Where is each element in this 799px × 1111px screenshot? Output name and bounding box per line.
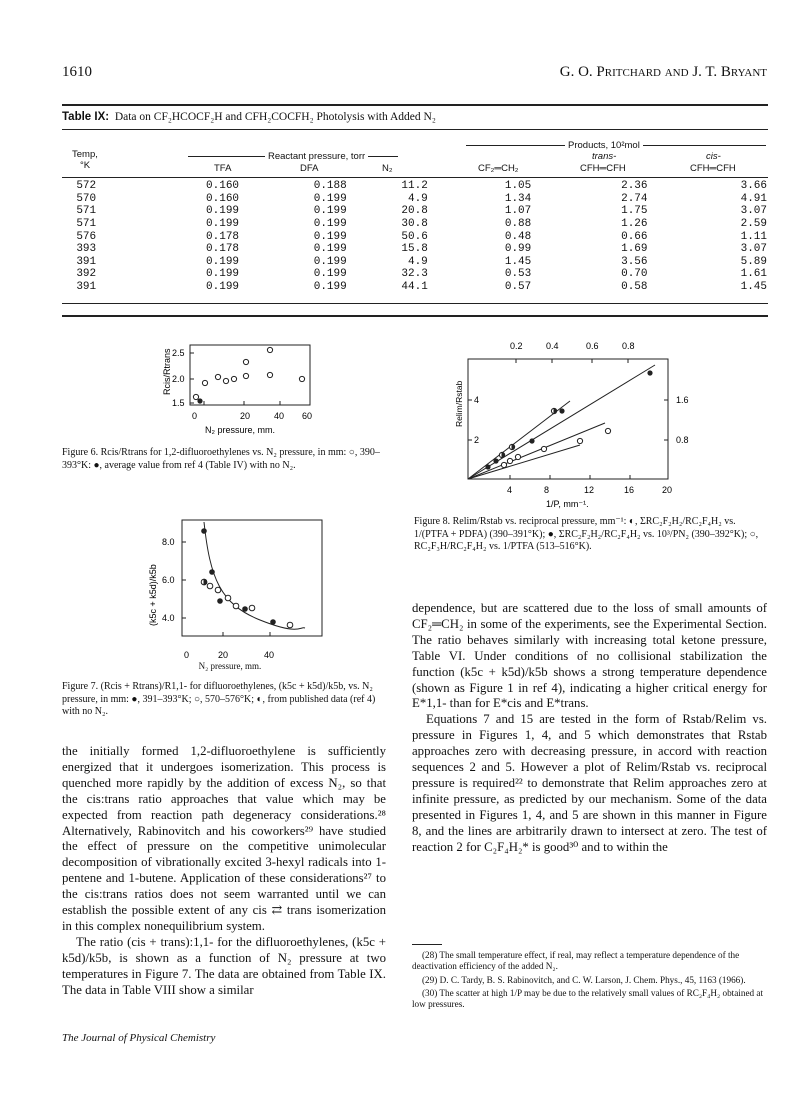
fig8-xlabel: 1/P, mm⁻¹. xyxy=(546,499,589,509)
figure-6-caption: Figure 6. Rcis/Rtrans for 1,2-difluoroethylenes vs. N₂ pressure, in mm: ○, 390–393°K: ●, average value from ref 4 (Table IV) with no N₂. xyxy=(62,447,380,471)
fig7-ytick: 8.0 xyxy=(162,537,175,547)
fig6-point xyxy=(193,394,198,399)
table-cell: 0.199 xyxy=(206,255,240,268)
table-cell: 0.178 xyxy=(206,243,240,256)
table-bottom-rule xyxy=(62,303,768,304)
table-cell: 3.07 xyxy=(740,243,767,256)
table-cell: 3.07 xyxy=(740,205,767,218)
header-rule xyxy=(62,104,768,106)
fig6-point xyxy=(267,372,272,377)
fig7-point xyxy=(233,603,239,609)
fig7-curve xyxy=(204,522,305,629)
th-dfa: DFA xyxy=(300,163,319,174)
table-row xyxy=(62,193,767,206)
fig7-xlabel: N₂ pressure, mm. xyxy=(198,661,262,671)
table-cell: 0.199 xyxy=(206,218,240,231)
fig7-xtick: 40 xyxy=(264,650,275,660)
figure-7 xyxy=(120,518,340,668)
th-products-group: Products, 10²mol xyxy=(565,140,643,151)
footnote-28: (28) The small temperature effect, if real, may reflect a temperature dependence of the deactivation efficiency of the added N₂. xyxy=(412,950,740,972)
fig8-top-tick: 0.6 xyxy=(586,341,599,351)
left-paragraph-2: The ratio (cis + trans):1,1- for the difluoroethylenes, (k5c + k5d)/k5b, is shown as a function of N₂ pressure at two temperatures in Figure 7. The data are obtained from Table IX. The data in Table VIII show a similar xyxy=(62,934,386,997)
fig7-ytick: 6.0 xyxy=(162,575,175,585)
footnote-29: (29) D. C. Tardy, B. S. Rabinovitch, and C. W. Larson, J. Chem. Phys., 45, 1163 (1966). xyxy=(422,974,746,985)
table-cell: 0.178 xyxy=(206,230,240,243)
table-cell: 0.70 xyxy=(621,268,648,281)
fig6-point xyxy=(243,373,248,378)
table-cell: 15.8 xyxy=(401,243,428,256)
table-row xyxy=(62,218,767,231)
fig8-left-tick: 2 xyxy=(474,435,480,445)
table-cell: 0.199 xyxy=(313,243,347,256)
fig8-point xyxy=(605,428,610,433)
fig6-xtick: 60 xyxy=(302,411,313,421)
table-cell: 30.8 xyxy=(401,218,428,231)
fig7-point-filled xyxy=(209,569,215,575)
th-temp: Temp, xyxy=(72,149,98,160)
table-cell: 571 xyxy=(76,205,97,218)
footnote-rule xyxy=(412,944,442,945)
fig7-point xyxy=(225,595,231,601)
table-caption xyxy=(62,111,436,123)
table-cell: 1.61 xyxy=(740,268,767,281)
fig7-xtick: 0 xyxy=(184,650,190,660)
fig6-point-filled xyxy=(197,398,202,403)
fig8-top-tick: 0.4 xyxy=(546,341,559,351)
table-cell: 570 xyxy=(76,192,97,205)
fig6-ylabel: Rcis/Rtrans xyxy=(162,348,172,395)
fig8-point xyxy=(515,454,520,459)
fig6-point xyxy=(215,374,220,379)
fig6-point xyxy=(223,378,228,383)
th-cis: cis- xyxy=(706,151,721,162)
fig7-point-filled xyxy=(242,606,248,612)
fig6-point xyxy=(299,376,304,381)
th-tfa: TFA xyxy=(214,163,232,174)
fig7-ytick: 4.0 xyxy=(162,613,175,623)
right-paragraph-2: Equations 7 and 15 are tested in the form of Rstab/Relim vs. pressure in Figures 1, 4, and 5 which demonstrates that Rstab approaches zero with decreasing pressure, in accord with reaction sequences 2 and 5. However a plot of Relim/Rstab vs. reciprocal pressure is required²² to demonstrate that Relim approaches zero at infinite pressure, as predicted by our mechanism. Some of the data presented in Figures 1, 4, and 5 are shown in this manner in Figure 8, and the lines are arbitrarily drawn to intersect at zero. The test of reaction 2 for C₂F₄H₂* is good³⁰ and to within the xyxy=(412,712,767,854)
table-cell: 4.9 xyxy=(407,192,428,205)
fig8-left-tick: 4 xyxy=(474,395,480,405)
fig7-ylabel: (k5c + k5d)/k5b xyxy=(148,564,158,626)
figure-8 xyxy=(440,337,700,517)
fig7-point xyxy=(215,587,221,593)
table-row xyxy=(62,180,767,193)
table-cell: 1.11 xyxy=(740,230,767,243)
fig7-xtick: 20 xyxy=(218,650,229,660)
fig8-bottom-tick: 16 xyxy=(624,485,635,495)
fig8-bottom-tick: 4 xyxy=(507,485,513,495)
fig8-point xyxy=(507,458,512,463)
table-cell: 0.53 xyxy=(504,268,532,281)
fig6-point xyxy=(243,359,248,364)
table-row xyxy=(62,205,767,218)
fig8-point xyxy=(501,462,506,467)
table-cell: 0.99 xyxy=(504,243,532,256)
table-cell: 4.91 xyxy=(740,192,767,205)
table-row xyxy=(62,243,767,256)
fig6-frame xyxy=(190,345,310,405)
th-trans: trans- xyxy=(592,151,617,162)
table-cell: 3.66 xyxy=(740,180,767,193)
fig6-ytick: 1.5 xyxy=(172,398,185,408)
th-cis-compound: CFH═CFH xyxy=(690,163,736,174)
table-cell: 576 xyxy=(76,230,97,243)
fig6-ytick: 2.0 xyxy=(172,374,185,384)
table-cell: 4.9 xyxy=(407,255,428,268)
table-cell: 0.199 xyxy=(313,268,347,281)
table-cell: 0.160 xyxy=(206,180,240,193)
fig7-point-filled xyxy=(201,528,207,534)
figure-8-caption: Figure 8. Relim/Rstab vs. reciprocal pressure, mm⁻¹: ◐, ΣRC₂F₂H₂/RC₂F₄H₂ vs. 1/(PTFA + PDFA) (390–391°K); ●, ΣRC₂F₂H₂/RC₂F₄H₂ vs. 10³/PN₂ (390–392°K); ○, RC₂F₃H/RC₂F₄H₂ vs. 1/PTFA (513–516°K). xyxy=(414,516,759,552)
fig7-point-filled xyxy=(217,598,223,604)
table-cell: 0.199 xyxy=(313,255,347,268)
table-cell: 1.69 xyxy=(621,243,648,256)
table-cell: 0.88 xyxy=(504,218,532,231)
fig7-point xyxy=(287,622,293,628)
table-cell: 1.05 xyxy=(504,180,532,193)
fig6-xtick: 0 xyxy=(192,411,198,421)
footnote-30: (30) The scatter at high 1/P may be due to the relatively small values of RC₂F₄H₂ obtained at low pressures. xyxy=(412,987,764,1010)
table-header-rule xyxy=(62,177,768,178)
table-cell: 44.1 xyxy=(401,281,428,294)
table-row xyxy=(62,230,767,243)
table-row xyxy=(62,256,767,269)
table-cell: 1.34 xyxy=(504,192,532,205)
th-cf2ch2: CF₂═CH₂ xyxy=(478,163,519,174)
fig8-bottom-tick: 8 xyxy=(544,485,550,495)
table-cell: 0.57 xyxy=(504,281,532,294)
fig6-xlabel: N₂ pressure, mm. xyxy=(205,425,276,435)
fig8-line-3 xyxy=(468,423,605,479)
table-cell: 0.199 xyxy=(313,218,347,231)
right-column xyxy=(412,601,767,856)
table-label: Table IX: xyxy=(62,111,110,123)
fig6-point xyxy=(267,347,272,352)
fig6-xtick: 20 xyxy=(240,411,251,421)
fig6-ytick: 2.5 xyxy=(172,348,185,358)
table-cell: 3.56 xyxy=(621,255,648,268)
fig8-top-tick: 0.8 xyxy=(622,341,635,351)
fig8-point-filled xyxy=(559,408,564,413)
table-cell: 0.188 xyxy=(313,180,347,193)
table-cell: 5.89 xyxy=(740,255,767,268)
fig6-point xyxy=(202,380,207,385)
right-paragraph-1: dependence, but are scattered due to the loss of small amounts of CF₂═CH₂ in some of the experiments, see the Experimental Section. The ratio behaves similarly with increasing total ketone pressure, Table VI. Under conditions of no collisional stabilization the function (k5c + k5d)/k5b shows a strong temperature dependence (shown as Figure 1 in ref 4), indicating a higher critical energy for E*1,1- than for E*cis and E*trans. xyxy=(412,601,767,711)
th-trans-compound: CFH═CFH xyxy=(580,163,626,174)
table-cell: 393 xyxy=(76,243,97,256)
table-cell: 20.8 xyxy=(401,205,428,218)
th-temp-unit: °K xyxy=(80,160,91,171)
th-reactant-group: Reactant pressure, torr xyxy=(265,151,368,162)
table-cell: 0.48 xyxy=(504,230,532,243)
fig7-point-filled xyxy=(270,619,276,625)
table-cell: 2.36 xyxy=(621,180,648,193)
table-cell: 1.45 xyxy=(504,255,532,268)
fig8-point-filled xyxy=(485,464,490,469)
table-cell: 392 xyxy=(76,268,97,281)
footnotes xyxy=(412,950,767,1010)
table-top-rule xyxy=(62,129,768,130)
fig7-point xyxy=(249,605,255,611)
table-cell: 0.199 xyxy=(313,230,347,243)
fig7-point xyxy=(207,583,213,589)
fig8-point-filled xyxy=(529,438,534,443)
th-n2: N₂ xyxy=(382,163,393,174)
table-cell: 0.199 xyxy=(313,281,347,294)
table-cell: 0.199 xyxy=(206,268,240,281)
figure-7-caption: Figure 7. (Rcis + Rtrans)/R1,1- for difluoroethylenes, (k5c + k5d)/k5b, vs. N₂ pressure, in mm: ●, 391–393°K; ○, 570–576°K; ◐, from published data (ref 4) with no N₂. xyxy=(62,681,376,717)
table-cell: 32.3 xyxy=(401,268,428,281)
fig8-point xyxy=(541,446,546,451)
fig8-bottom-tick: 12 xyxy=(584,485,595,495)
page-number: 1610 xyxy=(62,64,92,80)
table-cell: 571 xyxy=(76,218,97,231)
fig8-point-filled xyxy=(493,458,498,463)
fig8-right-tick: 1.6 xyxy=(676,395,689,405)
data-table xyxy=(62,180,767,293)
table-cell: 572 xyxy=(76,180,97,193)
fig8-top-tick: 0.2 xyxy=(510,341,523,351)
section-rule xyxy=(62,315,768,317)
left-column xyxy=(62,744,386,999)
table-cell: 2.59 xyxy=(740,218,767,231)
fig8-bottom-tick: 20 xyxy=(662,485,673,495)
table-cell: 1.75 xyxy=(621,205,648,218)
table-row xyxy=(62,268,767,281)
table-cell: 11.2 xyxy=(401,180,428,193)
fig8-right-tick: 0.8 xyxy=(676,435,689,445)
table-cell: 0.199 xyxy=(313,192,347,205)
table-cell: 0.58 xyxy=(621,281,648,294)
running-header-authors: G. O. Pritchard and J. T. Bryant xyxy=(559,64,767,80)
table-title: Data on CF₂HCOCF₂H and CFH₂COCFH₂ Photolysis with Added N₂ xyxy=(114,111,436,123)
fig7-frame xyxy=(182,520,322,636)
table-cell: 1.07 xyxy=(504,205,532,218)
table-cell: 0.199 xyxy=(206,281,240,294)
figure-6 xyxy=(120,335,330,445)
table-cell: 0.66 xyxy=(621,230,648,243)
journal-footer: The Journal of Physical Chemistry xyxy=(62,1032,216,1044)
table-cell: 391 xyxy=(76,255,97,268)
table-cell: 1.45 xyxy=(740,281,767,294)
table-row xyxy=(62,281,767,294)
table-cell: 0.160 xyxy=(206,192,240,205)
table-cell: 50.6 xyxy=(401,230,428,243)
table-cell: 0.199 xyxy=(206,205,240,218)
fig8-line-4 xyxy=(468,445,580,479)
table-cell: 0.199 xyxy=(313,205,347,218)
left-paragraph-1: the initially formed 1,2-difluoroethylene is sufficiently energized that it undergoes isomerization. This process is quenched more rapidly by the addition of excess N₂, so that the cis:trans ratio approaches that value which may be expected from reaction path degeneracy considerations.²⁸ Alternatively, Rabinovitch and his coworkers²⁹ have studied the effect of pressure on the competitive unimolecular decomposition of vibrationally excited 3-hexyl radicals into 1-pentene and 1-butene. Application of these considerations²⁷ to the cis:trans ratios does not seem warranted until we can establish the possible extent of any cis ⇄ trans isomerization in this complex nonequilibrium system. xyxy=(62,744,386,933)
table-cell: 2.74 xyxy=(621,192,648,205)
fig8-ylabel: Relim/Rstab xyxy=(454,380,464,427)
fig8-point xyxy=(577,438,582,443)
fig6-point xyxy=(231,376,236,381)
table-cell: 391 xyxy=(76,281,97,294)
fig8-point-filled xyxy=(647,370,652,375)
table-cell: 1.26 xyxy=(621,218,648,231)
fig6-xtick: 40 xyxy=(274,411,285,421)
